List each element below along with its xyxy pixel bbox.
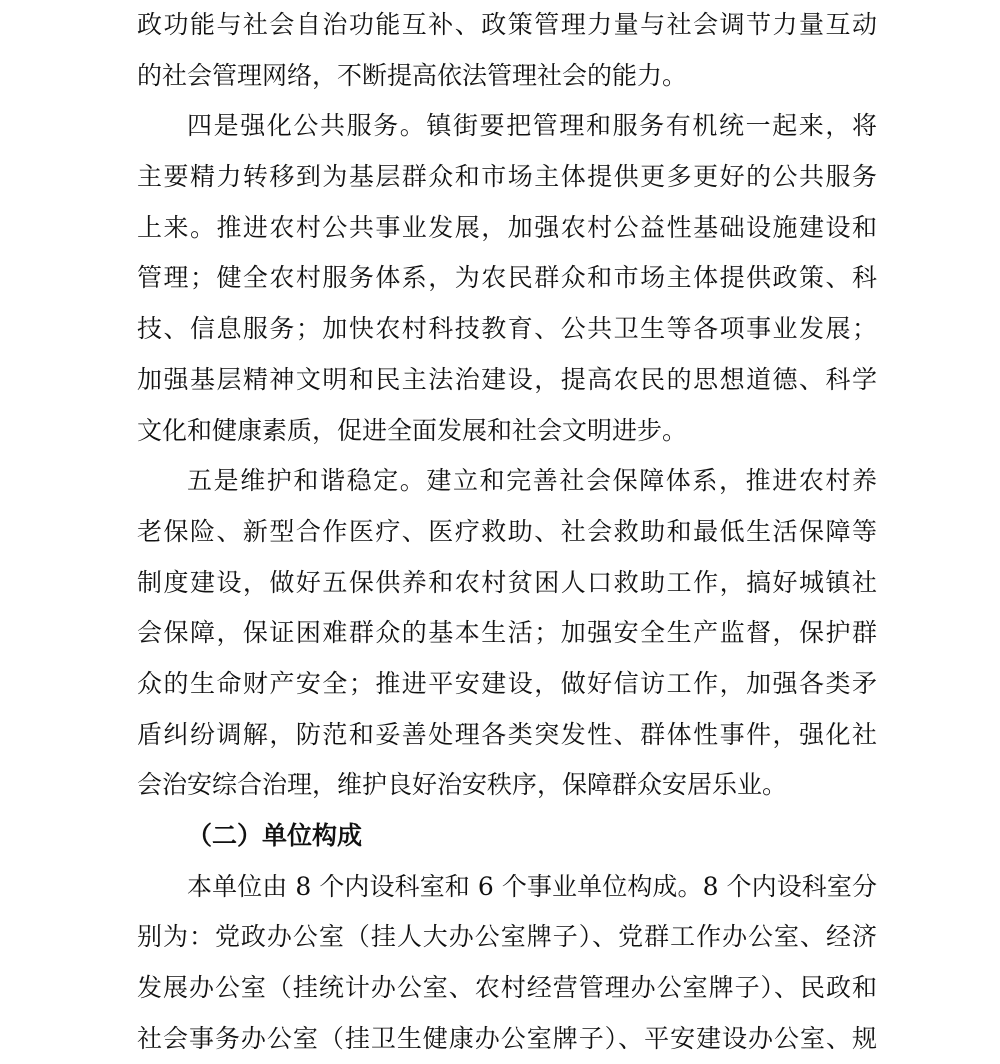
paragraph-line: 本单位由 8 个内设科室和 6 个事业单位构成。8 个内设科室分: [187, 871, 877, 901]
paragraph-line: 加强基层精神文明和民主法治建设，提高农民的思想道德、科学: [137, 364, 877, 394]
paragraph-line: 五是维护和谐稳定。建立和完善社会保障体系，推进农村养: [187, 466, 877, 496]
paragraph-line: 社会事务办公室（挂卫生健康办公室牌子）、平安建设办公室、规: [137, 1023, 877, 1053]
paragraph-line: 发展办公室（挂统计办公室、农村经营管理办公室牌子）、民政和: [137, 973, 877, 1003]
paragraph-line: 技、信息服务；加快农村科技教育、公共卫生等各项事业发展；: [137, 314, 877, 344]
paragraph-line: 上来。推进农村公共事业发展，加强农村公益性基础设施建设和: [137, 212, 877, 242]
paragraph-line: 众的生命财产安全；推进平安建设，做好信访工作，加强各类矛: [137, 668, 877, 698]
paragraph-line: 文化和健康素质，促进全面发展和社会文明进步。: [137, 415, 688, 445]
paragraph-line: 政功能与社会自治功能互补、政策管理力量与社会调节力量互动: [137, 10, 877, 39]
paragraph-line: 主要精力转移到为基层群众和市场主体提供更多更好的公共服务: [137, 162, 877, 192]
section-heading: （二）单位构成: [187, 821, 363, 850]
paragraph-line: 别为：党政办公室（挂人大办公室牌子）、党群工作办公室、经济: [137, 922, 877, 952]
paragraph-line: 四是强化公共服务。镇街要把管理和服务有机统一起来，将: [187, 111, 877, 141]
paragraph-line: 老保险、新型合作医疗、医疗救助、社会救助和最低生活保障等: [137, 516, 877, 546]
paragraph-line: 管理；健全农村服务体系，为农民群众和市场主体提供政策、科: [137, 263, 877, 293]
paragraph-line: 会保障，保证困难群众的基本生活；加强安全生产监督，保护群: [137, 618, 877, 648]
paragraph-line: 的社会管理网络，不断提高依法管理社会的能力。: [137, 60, 688, 90]
paragraph-line: 会治安综合治理，维护良好治安秩序，保障群众安居乐业。: [137, 770, 788, 800]
document-page: [137, 0, 877, 1064]
paragraph-line: 盾纠纷调解，防范和妥善处理各类突发性、群体性事件，强化社: [137, 719, 877, 749]
paragraph-line: 制度建设，做好五保供养和农村贫困人口救助工作，搞好城镇社: [137, 567, 877, 597]
